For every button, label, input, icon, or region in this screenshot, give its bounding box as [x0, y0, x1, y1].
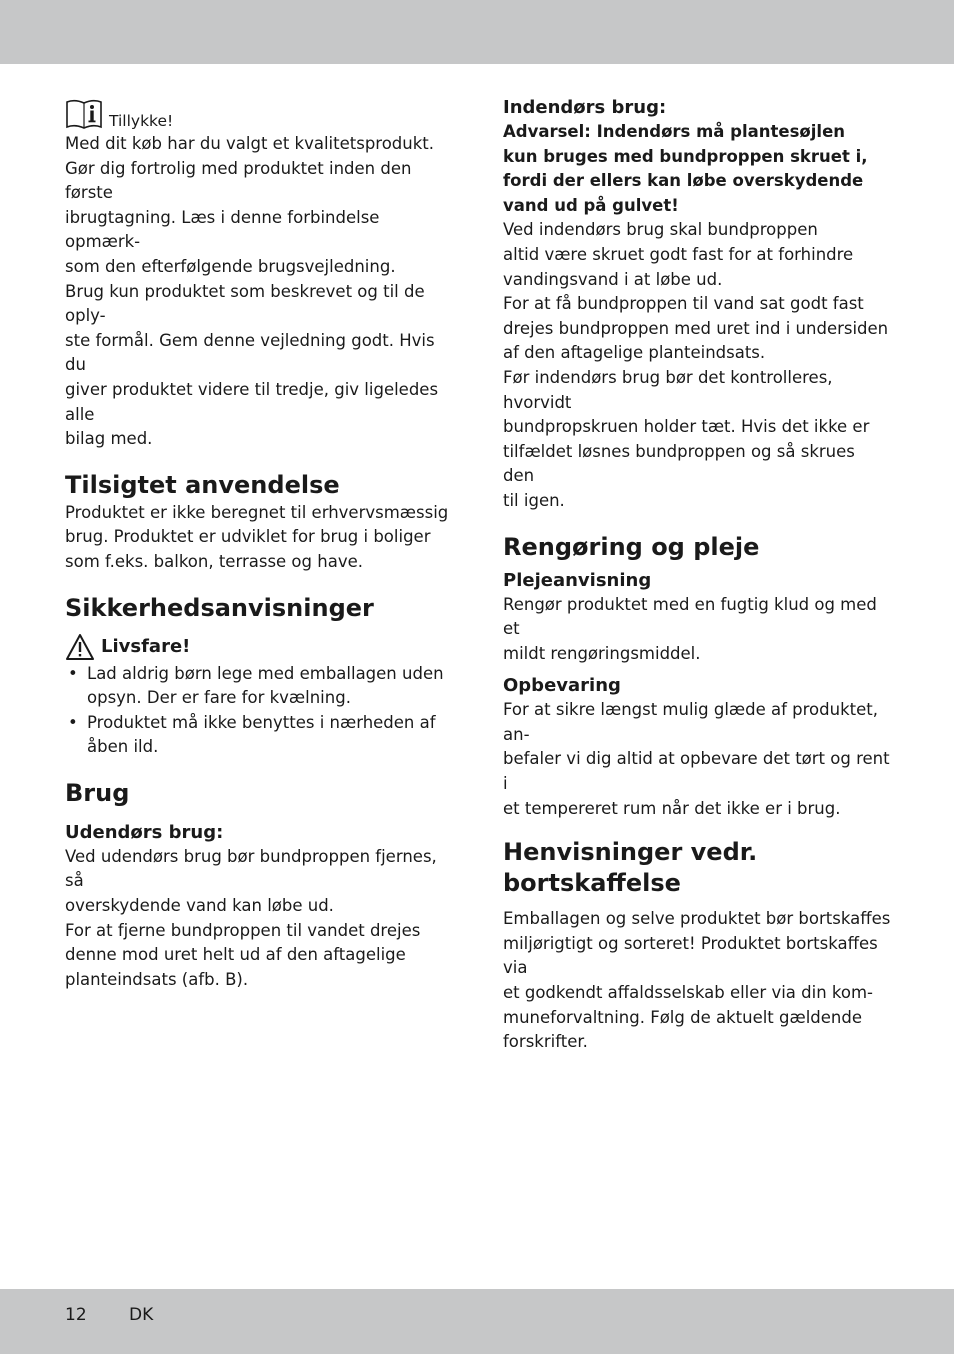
- right-column: [503, 96, 891, 1055]
- intro-heading-row: [65, 96, 453, 132]
- body-line: til igen.: [503, 490, 565, 510]
- warning-label: Livsfare!: [101, 635, 191, 657]
- indoor-warning-line: Advarsel: Indendørs må plantesøjlen: [503, 122, 846, 141]
- body-line: muneforvaltning. Følg de aktuelt gældende: [503, 1007, 862, 1027]
- body-line: For at fjerne bundproppen til vandet drejes: [65, 920, 421, 940]
- indoor-warning-line: fordi der ellers kan løbe overskydende: [503, 171, 864, 191]
- left-column: [65, 96, 453, 992]
- body-line: For at sikre længst mulig glæde af produktet, an-: [503, 700, 878, 744]
- intro-line: bilag med.: [65, 429, 153, 449]
- intro-line: Brug kun produktet som beskrevet og til de oply-: [65, 281, 425, 326]
- body-line: denne mod uret helt ud af den aftagelige: [65, 945, 406, 965]
- page-number: 12: [65, 1305, 87, 1325]
- safety-list: [65, 662, 453, 760]
- list-item: • Produktet må ikke benyttes i nærheden af åben ild.: [65, 711, 453, 760]
- warning-triangle-icon: [65, 633, 95, 661]
- section-heading-usage: Brug: [65, 778, 130, 807]
- subheading-indoor: Indendørs brug:: [503, 97, 667, 118]
- body-line: Produktet er ikke beregnet til erhvervsmæssig: [65, 502, 449, 522]
- body-line: vandingsvand i at løbe ud.: [503, 269, 723, 289]
- body-line: Ved indendørs brug skal bundproppen: [503, 220, 818, 240]
- body-line: mildt rengøringsmiddel.: [503, 643, 701, 663]
- language-code: DK: [129, 1305, 154, 1325]
- body-line: som f.eks. balkon, terrasse og have.: [65, 551, 363, 571]
- list-item: • Lad aldrig børn lege med emballagen uden opsyn. Der er fare for kvælning.: [65, 662, 453, 711]
- indoor-warning-line: kun bruges med bundproppen skruet i,: [503, 146, 868, 166]
- body-line: Før indendørs brug bør det kontrolleres, hvorvidt: [503, 367, 833, 412]
- subheading-outdoor: Udendørs brug:: [65, 821, 224, 843]
- subheading-care: Plejeanvisning: [503, 569, 652, 591]
- body-line: overskydende vand kan løbe ud.: [65, 896, 334, 916]
- intro-line: ibrugtagning. Læs i denne forbindelse opmærk-: [65, 207, 380, 252]
- body-line: Emballagen og selve produktet bør bortskaffes: [503, 909, 891, 929]
- body-line: forskrifter.: [503, 1032, 588, 1052]
- body-line: bundpropskruen holder tæt. Hvis det ikke er: [503, 417, 870, 437]
- body-line: tilfældet løsnes bundproppen og så skrues den: [503, 441, 855, 486]
- intro-line: giver produktet videre til tredje, giv ligeledes alle: [65, 379, 439, 424]
- section-heading-intended-use: Tilsigtet anvendelse: [65, 470, 340, 499]
- intro-line: ste formål. Gem denne vejledning godt. Hvis du: [65, 330, 435, 375]
- top-band: [0, 0, 954, 64]
- body-line: altid være skruet godt fast for at forhindre: [503, 244, 854, 264]
- body-line: et tempereret rum når det ikke er i brug.: [503, 798, 841, 818]
- section-heading-disposal: Henvisninger vedr. bortskaffelse: [503, 838, 758, 898]
- body-line: brug. Produktet er udviklet for brug i boliger: [65, 527, 431, 547]
- section-heading-safety: Sikkerhedsanvisninger: [65, 593, 374, 622]
- body-line: befaler vi dig altid at opbevare det tørt og rent i: [503, 749, 890, 794]
- intro-line: som den efterfølgende brugsvejledning.: [65, 256, 396, 276]
- body-line: af den aftagelige planteindsats.: [503, 343, 766, 363]
- body-line: Ved udendørs brug bør bundproppen fjernes, så: [65, 846, 437, 891]
- body-line: et godkendt affaldsselskab eller via din kom-: [503, 983, 873, 1003]
- section-heading-cleaning: Rengøring og pleje: [503, 532, 760, 561]
- intro-title: Tillykke!: [109, 112, 174, 130]
- body-line: planteindsats (afb. B).: [65, 969, 249, 989]
- subheading-storage: Opbevaring: [503, 675, 621, 697]
- body-line: Rengør produktet med en fugtig klud og med et: [503, 594, 877, 639]
- body-line: miljørigtigt og sorteret! Produktet bortskaffes via: [503, 933, 878, 978]
- intro-line: Med dit køb har du valgt et kvalitetsprodukt.: [65, 134, 435, 153]
- body-line: For at få bundproppen til vand sat godt fast: [503, 294, 864, 314]
- indoor-warning-line: vand ud på gulvet!: [503, 195, 679, 215]
- body-line: drejes bundproppen med uret ind i undersiden: [503, 318, 889, 338]
- warning-row: [65, 632, 453, 662]
- intro-line: Gør dig fortrolig med produktet inden den første: [65, 158, 412, 203]
- info-book-icon: [65, 98, 103, 132]
